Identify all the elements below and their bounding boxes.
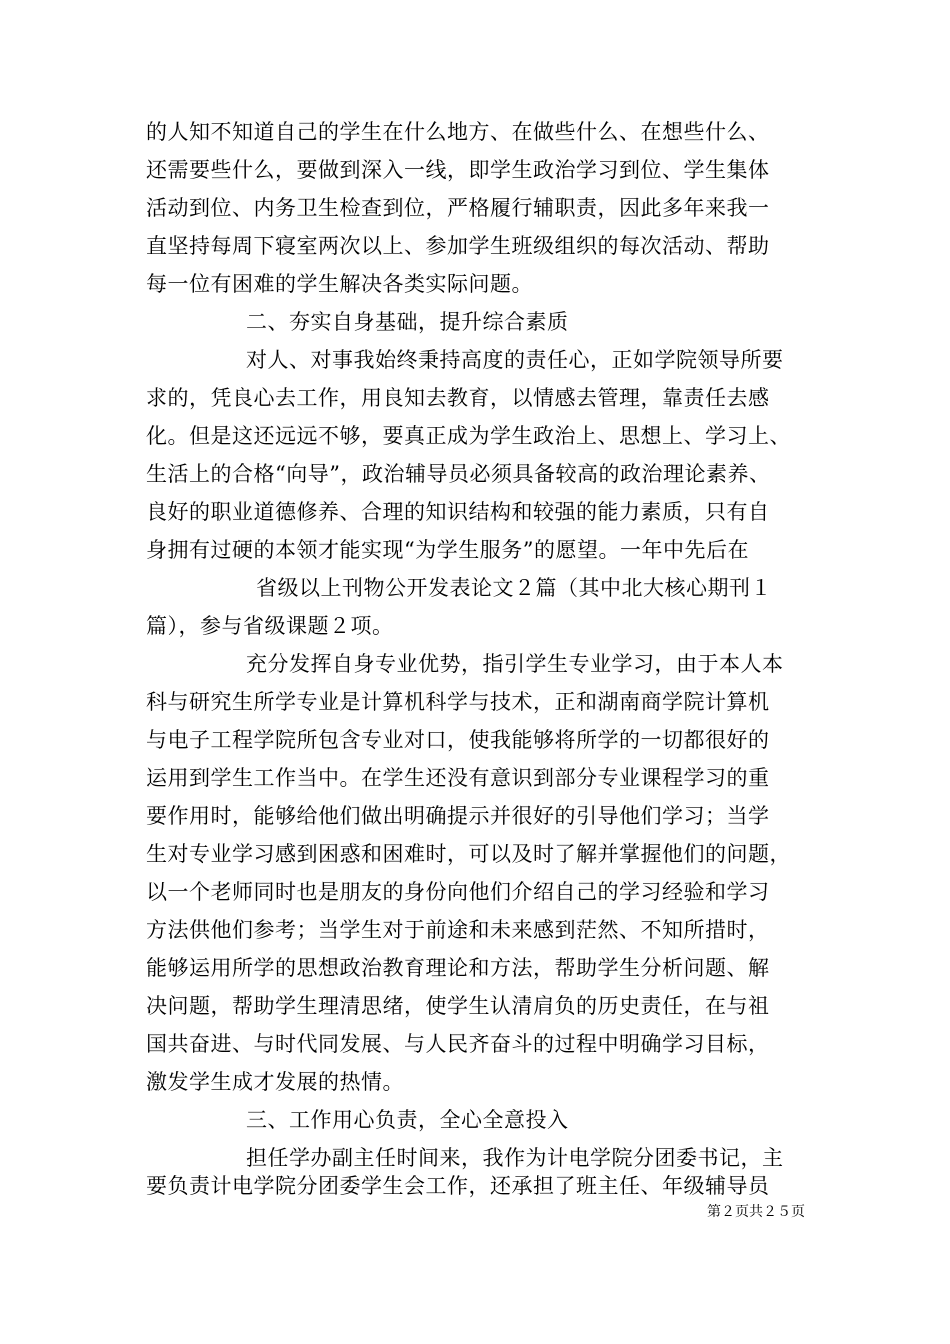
- text-line: 与电子工程学院所包含专业对口，使我能够将所学的一切都很好的: [146, 728, 770, 752]
- text-line: 活动到位、内务卫生检查到位，严格履行辅职责，因此多年来我一: [146, 196, 770, 220]
- text-line: 担任学办副主任时间来，我作为计电学院分团委书记，主: [246, 1146, 784, 1170]
- text-line: 身拥有过硬的本领才能实现“为学生服务”的愿望。一年中先后在: [146, 538, 749, 562]
- text-line: 充分发挥自身专业优势，指引学生专业学习，由于本人本: [246, 652, 784, 676]
- page-number: 第２页共２５页: [707, 1204, 805, 1220]
- text-line: 每一位有困难的学生解决各类实际问题。: [146, 272, 533, 296]
- text-line: 生对专业学习感到困惑和困难时，可以及时了解并掌握他们的问题，: [146, 842, 791, 866]
- text-line: 还需要些什么，要做到深入一线，即学生政治学习到位、学生集体: [146, 158, 770, 182]
- text-line: 国共奋进、与时代同发展、与人民齐奋斗的过程中明确学习目标，: [146, 1032, 770, 1056]
- text-line: 生活上的合格“向导”，政治辅导员必须具备较高的政治理论素养、: [146, 462, 771, 486]
- text-line: 要作用时，能够给他们做出明确提示并很好的引导他们学习；当学: [146, 804, 770, 828]
- text-line: 良好的职业道德修养、合理的知识结构和较强的能力素质，只有自: [146, 500, 770, 524]
- text-line: 求的，凭良心去工作，用良知去教育，以情感去管理，靠责任去感: [146, 386, 770, 410]
- text-line: 激发学生成才发展的热情。: [146, 1070, 404, 1094]
- text-line: 化。但是这还远远不够，要真正成为学生政治上、思想上、学习上、: [146, 424, 791, 448]
- section-heading: 三、工作用心负责，全心全意投入: [246, 1108, 569, 1132]
- text-line: 方法供他们参考；当学生对于前途和未来感到茫然、不知所措时，: [146, 918, 770, 942]
- text-line: 能够运用所学的思想政治教育理论和方法，帮助学生分析问题、解: [146, 956, 770, 980]
- text-line: 直坚持每周下寝室两次以上、参加学生班级组织的每次活动、帮助: [146, 234, 770, 258]
- text-line: 对人、对事我始终秉持高度的责任心，正如学院领导所要: [246, 348, 784, 372]
- section-heading: 二、夯实自身基础，提升综合素质: [246, 310, 569, 334]
- text-line: 决问题，帮助学生理清思绪，使学生认清肩负的历史责任，在与祖: [146, 994, 770, 1018]
- text-line: 运用到学生工作当中。在学生还没有意识到部分专业课程学习的重: [146, 766, 770, 790]
- text-line: 要负责计电学院分团委学生会工作，还承担了班主任、年级辅导员: [146, 1174, 770, 1198]
- text-line: 以一个老师同时也是朋友的身份向他们介绍自己的学习经验和学习: [146, 880, 770, 904]
- text-line: 篇），参与省级课题２项。: [146, 614, 394, 638]
- text-line: 科与研究生所学专业是计算机科学与技术，正和湖南商学院计算机: [146, 690, 770, 714]
- text-line: 省级以上刊物公开发表论文２篇（其中北大核心期刊１: [256, 576, 772, 600]
- text-line: 的人知不知道自己的学生在什么地方、在做些什么、在想些什么、: [146, 120, 770, 144]
